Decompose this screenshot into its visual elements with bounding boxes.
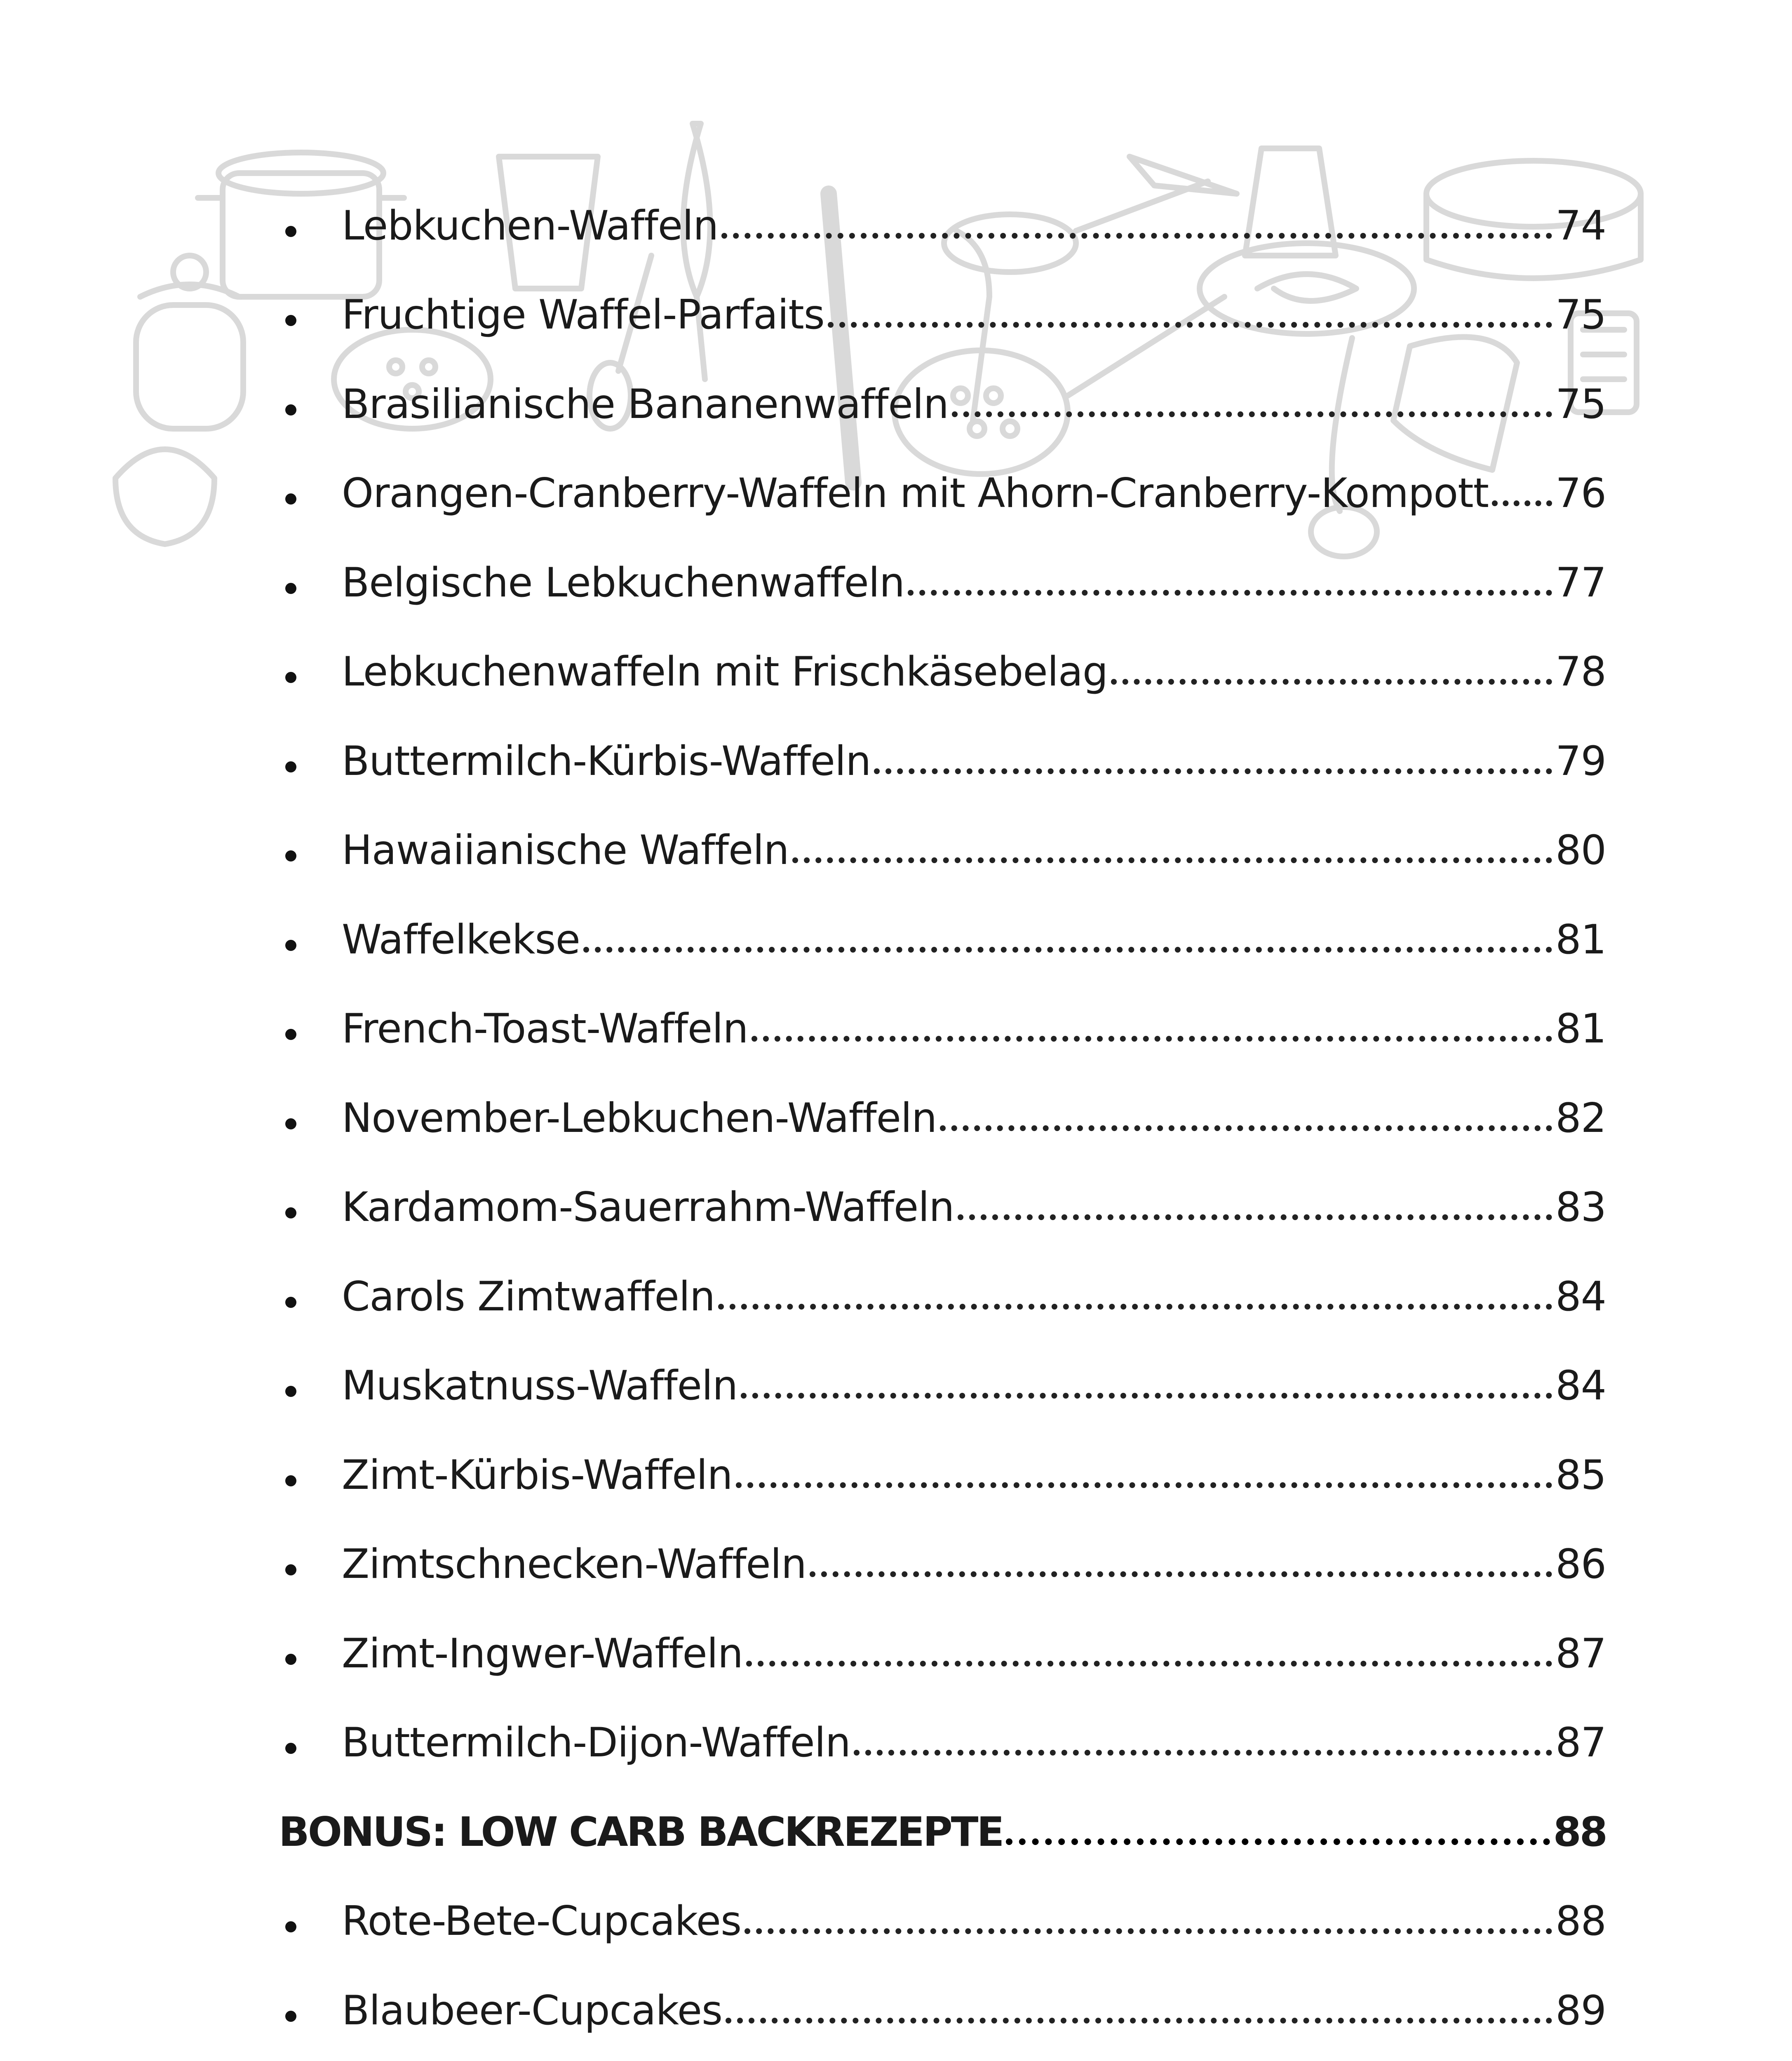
dot-leader [952, 411, 1552, 417]
toc-entry-title: Belgische Lebkuchenwaffeln [342, 559, 905, 606]
toc-section-title: BONUS: LOW CARB BACKREZEPTE [279, 1808, 1003, 1856]
toc-entry-page: 84 [1555, 1362, 1606, 1409]
dot-leader [1006, 1838, 1550, 1845]
dot-leader [854, 1750, 1552, 1756]
table-of-contents [279, 157, 1606, 2061]
toc-entry-page: 87 [1555, 1719, 1606, 1766]
toc-entry-title: Zimtschnecken-Waffeln [342, 1541, 806, 1588]
toc-entry[interactable] [279, 603, 1606, 695]
toc-entry-title: Hawaiianische Waffeln [342, 827, 789, 874]
toc-entry[interactable] [279, 782, 1606, 874]
toc-entry-title: Carols Zimtwaffeln [342, 1273, 715, 1320]
dot-leader [1492, 500, 1552, 506]
toc-entry[interactable] [279, 2031, 1606, 2061]
toc-entry-page: 78 [1555, 648, 1606, 695]
dot-leader [1111, 679, 1552, 685]
toc-entry-page: 80 [1555, 827, 1606, 874]
toc-entry-title: Kardamom-Sauerrahm-Waffeln [342, 1184, 954, 1231]
dot-leader [958, 1214, 1552, 1220]
dot-leader [583, 947, 1552, 953]
bullet-icon [285, 583, 296, 594]
dot-leader [718, 1304, 1552, 1310]
dot-leader [736, 1482, 1552, 1488]
bullet-icon [285, 226, 296, 237]
toc-entry-title: Rote-Bete-Cupcakes [342, 1898, 742, 1945]
toc-entry-page: 83 [1555, 1184, 1606, 1231]
toc-entry[interactable] [279, 960, 1606, 1052]
toc-entry-title: Lebkuchenwaffeln mit Frischkäsebelag [342, 648, 1108, 695]
dot-leader [721, 233, 1552, 239]
toc-entry-page: 76 [1555, 470, 1606, 517]
toc-entry-title: Buttermilch-Dijon-Waffeln [342, 1719, 851, 1766]
dot-leader [828, 322, 1552, 328]
toc-entry[interactable] [279, 871, 1606, 963]
bullet-icon [285, 1475, 296, 1486]
toc-entry-page: 75 [1555, 380, 1606, 428]
toc-entry-page: 81 [1555, 916, 1606, 963]
bullet-icon [285, 493, 296, 505]
toc-entry-page: 88 [1555, 1898, 1606, 1945]
toc-entry-page: 86 [1555, 1541, 1606, 1588]
toc-entry[interactable] [279, 1317, 1606, 1409]
toc-entry-page: 77 [1555, 559, 1606, 606]
toc-entry[interactable] [279, 1138, 1606, 1231]
toc-entry[interactable] [279, 1584, 1606, 1677]
bullet-icon [285, 672, 296, 683]
toc-section-page: 88 [1553, 1808, 1606, 1856]
dot-leader [741, 1393, 1552, 1399]
bullet-icon [285, 315, 296, 326]
toc-entry[interactable] [279, 1674, 1606, 1766]
toc-entry-title: Waffelkekse [342, 916, 580, 963]
toc-entry[interactable] [279, 246, 1606, 336]
bullet-icon [285, 850, 296, 861]
toc-entry-title: Orangen-Cranberry-Waffeln mit Ahorn-Cranberry-Kompott [342, 470, 1489, 517]
toc-entry[interactable] [279, 692, 1606, 785]
toc-entry-title: Zimt-Kürbis-Waffeln [342, 1451, 733, 1499]
bullet-icon [285, 404, 296, 415]
bullet-icon [285, 1743, 296, 1754]
bullet-icon [285, 1029, 296, 1040]
toc-entry-title: Zimt-Ingwer-Waffeln [342, 1630, 743, 1677]
bullet-icon [285, 1207, 296, 1218]
toc-entry-page: 89 [1555, 1987, 1606, 2034]
toc-entry[interactable] [279, 1495, 1606, 1588]
bullet-icon [285, 2011, 296, 2022]
dot-leader [746, 1661, 1552, 1667]
toc-entry[interactable] [279, 1852, 1606, 1945]
toc-entry-title: Blaubeer-Cupcakes [342, 1987, 723, 2034]
toc-entry[interactable] [279, 157, 1606, 249]
toc-entry-page: 87 [1555, 1630, 1606, 1677]
bullet-icon [285, 1564, 296, 1575]
toc-entry-page: 82 [1555, 1094, 1606, 1142]
toc-entry[interactable] [279, 335, 1606, 428]
toc-entry[interactable] [279, 1406, 1606, 1499]
toc-entry-title: November-Lebkuchen-Waffeln [342, 1094, 937, 1142]
toc-entry-page: 75 [1555, 291, 1606, 338]
toc-entry-page: 79 [1555, 737, 1606, 785]
toc-entry-page: 85 [1555, 1451, 1606, 1499]
toc-entry[interactable] [279, 1228, 1606, 1320]
bullet-icon [285, 1386, 296, 1397]
toc-entry-title: Brasilianische Bananenwaffeln [342, 380, 949, 428]
toc-entry[interactable] [279, 425, 1606, 517]
dot-leader [874, 768, 1552, 774]
toc-entry-title: Lebkuchen-Waffeln [342, 202, 719, 249]
toc-entry-title: Muskatnuss-Waffeln [342, 1362, 738, 1409]
dot-leader [792, 857, 1552, 863]
bullet-icon [285, 1654, 296, 1665]
bullet-icon [285, 940, 296, 951]
toc-entry[interactable] [279, 1049, 1606, 1142]
dot-leader [908, 590, 1552, 596]
bullet-icon [285, 1921, 296, 1932]
toc-entry-page: 81 [1555, 1005, 1606, 1052]
dot-leader [810, 1571, 1552, 1577]
dot-leader [752, 1036, 1552, 1042]
bullet-icon [285, 1118, 296, 1129]
toc-entry-title: Fruchtige Waffel-Parfaits [342, 291, 824, 338]
toc-entry[interactable] [279, 1941, 1606, 2034]
dot-leader [745, 1928, 1552, 1934]
toc-entry-title: French-Toast-Waffeln [342, 1005, 748, 1052]
toc-entry[interactable] [279, 514, 1606, 606]
toc-entry-page: 84 [1555, 1273, 1606, 1320]
toc-entry-page: 74 [1555, 202, 1606, 249]
dot-leader [940, 1125, 1552, 1131]
bullet-icon [285, 761, 296, 772]
dot-leader [726, 2018, 1552, 2023]
toc-section-heading[interactable] [279, 1763, 1606, 1856]
bullet-icon [285, 1297, 296, 1308]
toc-entry-title: Buttermilch-Kürbis-Waffeln [342, 737, 871, 785]
